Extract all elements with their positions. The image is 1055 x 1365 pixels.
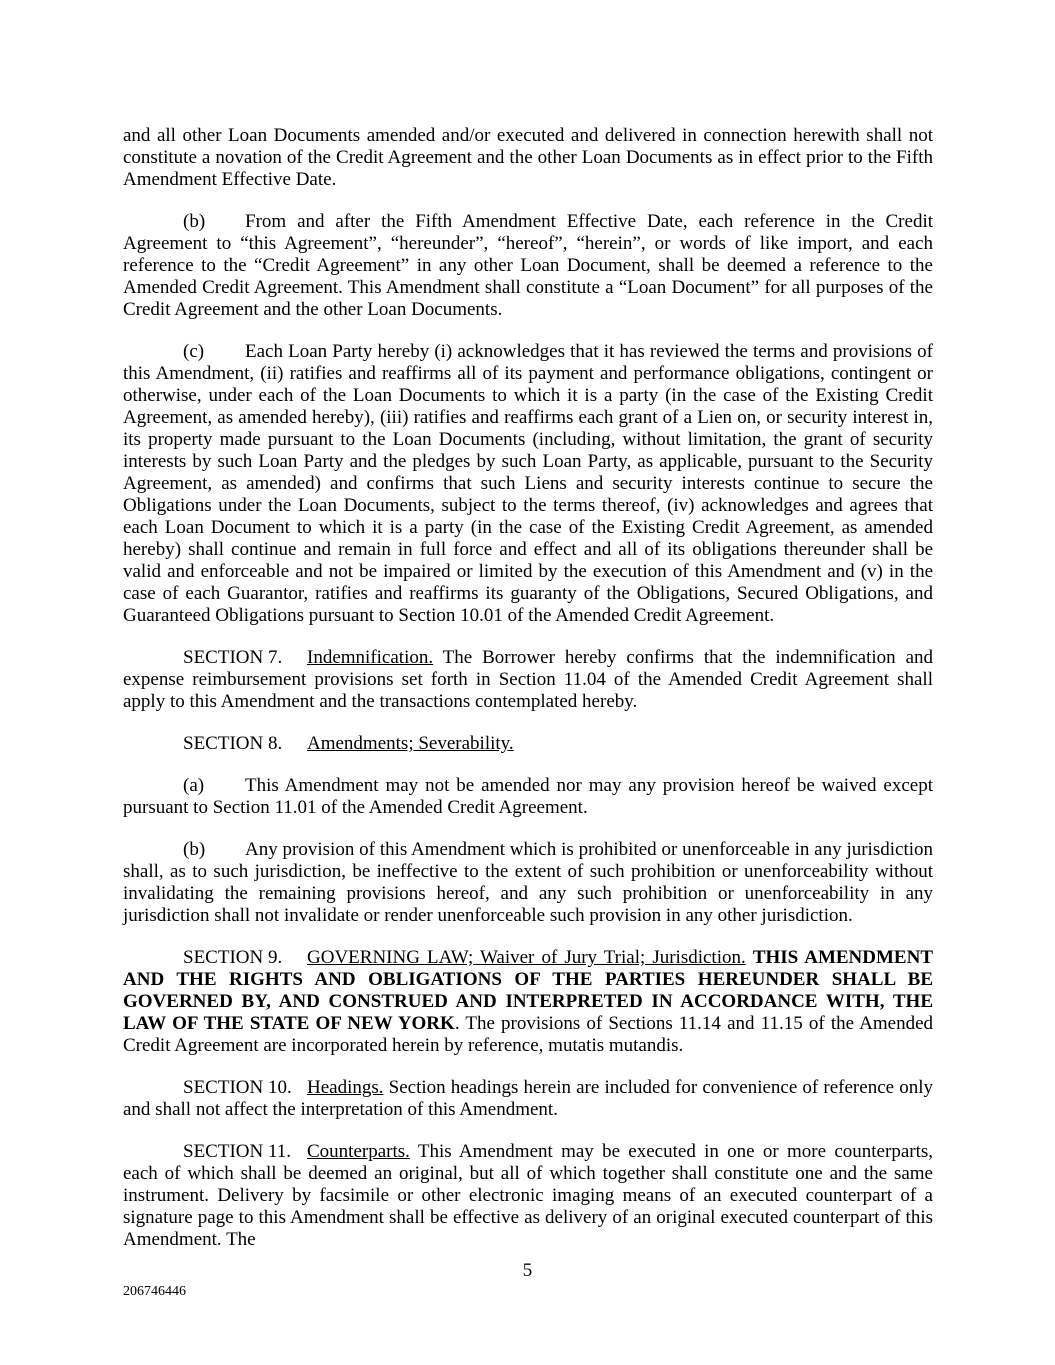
paragraph-intro-continuation [123,125,933,191]
body-text [746,947,753,968]
section-heading-text: Counterparts. [307,1141,410,1162]
clause-label: (b) [183,211,206,232]
paragraph-section-11 [123,1141,933,1251]
bold-legal-text: THIS AMENDMENT AND THE RIGHTS AND OBLIGATIONS OF THE PARTIES HEREUNDER SHALL BE GOVERNED BY, AND CONSTRUED AND INTERPRETED IN ACCORDANCE WITH, THE LAW OF THE STATE OF NEW YORK [123,947,933,1034]
clause-label: (b) [183,839,206,860]
section-label: SECTION 10. [183,1077,292,1098]
body-text: . The provisions of Sections 11.14 and 11.15 of the Amended Credit Agreement are incorporated herein by reference, mutatis mutandis. [123,1013,933,1056]
body-text: The Borrower hereby confirms that the indemnification and expense reimbursement provisions set forth in Section 11.04 of the Amended Credit Agreement shall apply to this Amendment and the transactions contemplated hereby. [123,647,933,712]
body-text: and all other Loan Documents amended and/or executed and delivered in connection herewith shall not constitute a novation of the Credit Agreement and the other Loan Documents as in effect prior to the Fifth Amendment Effective Date. [123,125,933,190]
section-heading-text: GOVERNING LAW; Waiver of Jury Trial; Jurisdiction. [307,947,746,968]
document-id-footer: 206746446 [123,1284,186,1299]
section-heading-text: Indemnification. [307,647,434,668]
document-body [123,125,933,1251]
paragraph-clause-8a [123,775,933,819]
body-text: This Amendment may not be amended nor may any provision hereof be waived except pursuant to Section 11.01 of the Amended Credit Agreement. [123,775,933,818]
paragraph-section-10 [123,1077,933,1121]
section-label: SECTION 8. [183,733,283,754]
section-heading-text: Amendments; Severability. [307,733,514,754]
paragraph-clause-c [123,341,933,627]
paragraph-section-7 [123,647,933,713]
section-heading-text: Headings. [307,1077,384,1098]
clause-label: (a) [183,775,205,796]
paragraph-clause-8b [123,839,933,927]
section-label: SECTION 9. [183,947,283,968]
body-text: Each Loan Party hereby (i) acknowledges that it has reviewed the terms and provisions of this Amendment, (ii) ratifies and reaffirms all of its payment and performance obligations, contingent or otherwise, under each of the Loan Documents to which it is a party (in the case of the Existing Credit Agreement, as amended hereby), (iii) ratifies and reaffirms each grant of a Lien on, or security interest in, its property made pursuant to the Loan Documents (including, without limitation, the grant of security interests by such Loan Party and the pledges by such Loan Party, as applicable, pursuant to the Security Agreement, as amended) and confirms that such Liens and security interests continue to secure the Obligations under the Loan Documents, subject to the terms thereof, (iv) acknowledges and agrees that each Loan Document to which it is a party (in the case of the Existing Credit Agreement, as amended hereby) shall continue and remain in full force and effect and all of its obligations thereunder shall be valid and enforceable and not be impaired or limited by the execution of this Amendment and (v) in the case of each Guarantor, ratifies and reaffirms its guaranty of the Obligations, Secured Obligations, and Guaranteed Obligations pursuant to Section 10.01 of the Amended Credit Agreement. [123,341,933,626]
paragraph-section-8 [123,733,933,755]
body-text: Section headings herein are included for convenience of reference only and shall not affect the interpretation of this Amendment. [123,1077,933,1120]
paragraph-section-9 [123,947,933,1057]
clause-label: (c) [183,341,205,362]
body-text: Any provision of this Amendment which is prohibited or unenforceable in any jurisdiction shall, as to such jurisdiction, be ineffective to the extent of such prohibition or unenforceability without invalidating the remaining provisions hereof, and any such prohibition or unenforceability in any jurisdiction shall not invalidate or render unenforceable such provision in any other jurisdiction. [123,839,933,926]
body-text: This Amendment may be executed in one or more counterparts, each of which shall be deemed an original, but all of which together shall constitute one and the same instrument. Delivery by facsimile or other electronic imaging means of an executed counterpart of a signature page to this Amendment shall be effective as delivery of an original executed counterpart of this Amendment. The [123,1141,933,1250]
section-label: SECTION 7. [183,647,283,668]
page-number: 5 [522,1260,533,1281]
section-label: SECTION 11. [183,1141,292,1162]
paragraph-clause-b [123,211,933,321]
body-text: From and after the Fifth Amendment Effective Date, each reference in the Credit Agreement to “this Agreement”, “hereunder”, “hereof”, “herein”, or words of like import, and each reference to the “Credit Agreement” in any other Loan Document, shall be deemed a reference to the Amended Credit Agreement. This Amendment shall constitute a “Loan Document” for all purposes of the Credit Agreement and the other Loan Documents. [123,211,933,320]
